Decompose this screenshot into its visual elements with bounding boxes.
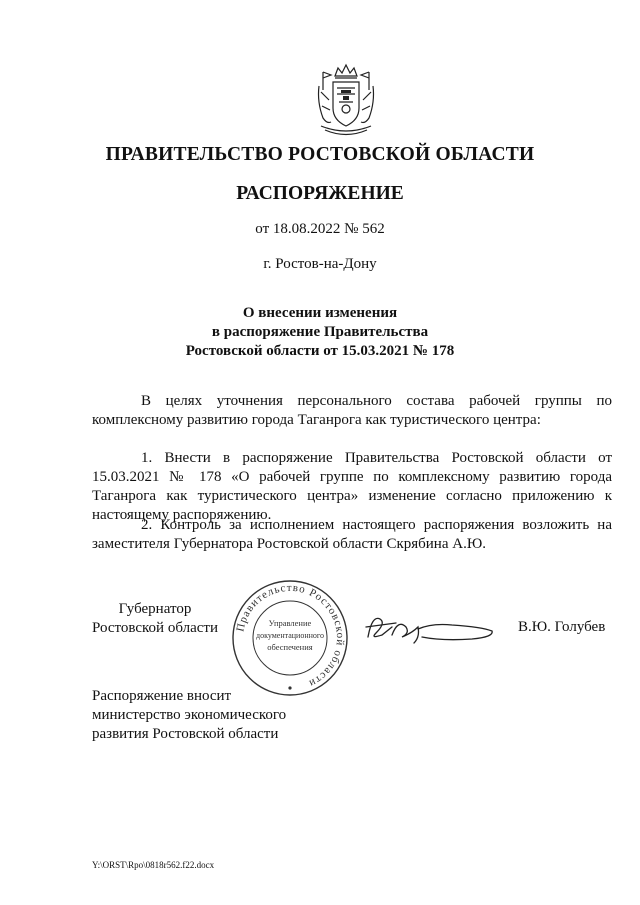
handwritten-signature (362, 607, 498, 649)
signatory-title (92, 600, 218, 638)
round-seal (230, 578, 350, 698)
signatory-name: В.Ю. Голубев (518, 619, 606, 635)
item-2-paragraph (92, 516, 612, 554)
round-seal-icon (230, 578, 350, 698)
file-path: Y:\ORST\Rpo\0818r562.f22.docx (92, 860, 215, 870)
submitter-line-3: развития Ростовской области (92, 726, 279, 742)
organization-title: ПРАВИТЕЛЬСТВО РОСТОВСКОЙ ОБЛАСТИ (105, 144, 535, 165)
seal-inner-line-2: документационного (256, 631, 324, 640)
seal-outer-text: Правительство Ростовской области (234, 581, 347, 690)
intro-paragraph (92, 392, 612, 430)
submitter-line-1: Распоряжение вносит (92, 688, 232, 704)
subject-line-1: О внесении изменения (242, 305, 398, 321)
rostov-oblast-coat-of-arms-icon (313, 62, 379, 138)
coat-of-arms-emblem (313, 62, 379, 138)
submitter-block (92, 687, 332, 744)
submitter-line-2: министерство экономического (92, 707, 287, 723)
document-subject (0, 304, 640, 361)
subject-line-2: в распоряжение Правительства (211, 324, 429, 340)
seal-inner-line-3: обеспечения (267, 642, 313, 652)
intro-text: В целях уточнения персонального состава рабочей группы по комплексному развитию города Таганрога как туристического центра: (92, 393, 612, 428)
handwritten-signature-icon (362, 607, 498, 649)
seal-inner-line-1: Управление (268, 618, 312, 628)
item-2-text: 2. Контроль за исполнением настоящего распоряжения возложить на заместителя Губернатора Ростовской области Скрябина А.Ю. (92, 517, 612, 552)
item-1-paragraph (92, 449, 612, 525)
subject-line-3: Ростовской области от 15.03.2021 № 178 (185, 343, 455, 359)
item-1-text: 1. Внести в распоряжение Правительства Ростовской области от 15.03.2021 № 178 «О рабочей группе по комплексному развитию города Таганрога как туристического центра» изменение согласно приложению к настоящему распоряжению. (92, 450, 612, 523)
signatory-title-line-2: Ростовской области (92, 620, 218, 636)
city: г. Ростов-на-Дону (263, 256, 377, 272)
document-type: РАСПОРЯЖЕНИЕ (236, 183, 404, 204)
signatory-title-line-1: Губернатор (118, 601, 192, 617)
date-number: от 18.08.2022 № 562 (255, 221, 385, 237)
